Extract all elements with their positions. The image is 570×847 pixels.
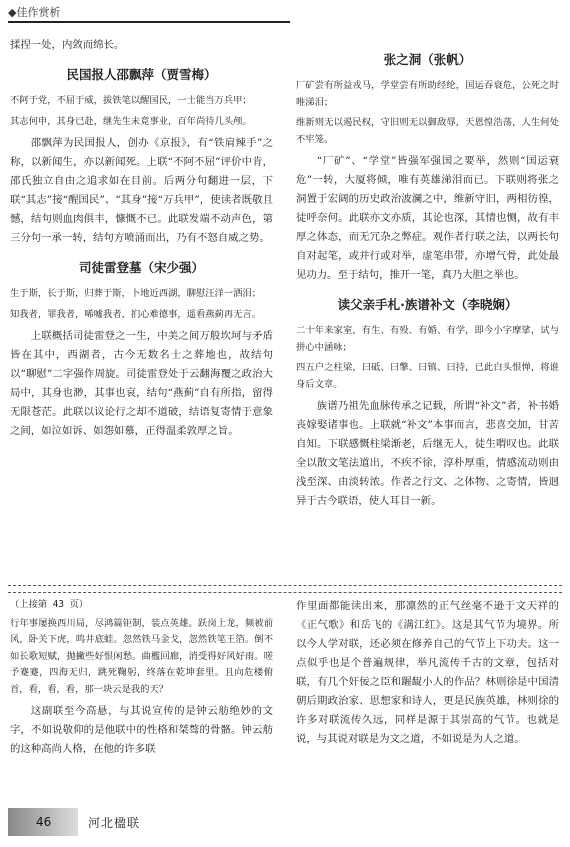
intro-line: 揉捏一处，内敛而绵长。: [10, 39, 125, 51]
left-column-bottom: [10, 597, 273, 759]
commentary-paragraph: 上联概括司徒雷登之一生，中美之间万般坎坷与矛盾皆在其中，西湖者，古今无数名士之葬地也，故结句以“聊慰”二字强作周旋。司徒雷登处于云翻海覆之政治大局中，其身也渺，其事也哀，结句“燕蓟”自有所指，留得无限苍茫。此联以议论行之却不道破，结语复寄情于意象之间，如泣如诉、如怨如慕，正得温柔敦厚之旨。: [10, 330, 273, 437]
left-column-top: [10, 36, 273, 441]
article-title: 司徒雷登墓（宋少强）: [78, 260, 204, 275]
couplet-line: 四五户之柱梁，曰砥、曰擎、曰镇、曰持，已此白头恨惮，将谁身后文章。: [296, 362, 559, 390]
continued-note: （上接第 43 页）: [10, 599, 89, 610]
right-column-bottom: [296, 597, 559, 749]
journal-name: 河北楹联: [88, 816, 141, 830]
article-title: 读父亲手札·族谱补文（李晓娴）: [337, 297, 518, 312]
article-title: 民国报人邵飘萍（贾雪梅）: [66, 67, 217, 82]
couplet-line: 生于斯，长于斯，归葬于斯，卜地近西湖，聊慰汪洋一洒泪；: [10, 288, 262, 299]
commentary-paragraph: 族谱乃祖先血脉传承之记载，所谓“补文”者，补书婚丧嫁娶诸事也。上联就“补文”本事而言，悲喜交加，甘苦自知。下联感慨柱梁渐老，后继无人，徒生喟叹也。此联全以散文笔法道出，不疾不徐，淳朴厚重，情感流动则由浅至深、由淡转浓。作者之行文、之体物、之寄情，皆迥异于古今联语，使人耳目一新。: [296, 400, 559, 507]
page-number: 46: [36, 815, 52, 829]
long-couplet: 行年事屡换西川局，尽鸿篇钜制，装点英雄。跃岗上龙，频被前风，卧关下虎，鸣井底蛙。忽然铁马金戈，忽然铁笔王箔。倒不如长歌短赋，抛撇些好恨闲愁。曲檻回廊，消受得好风好雨。嗟予蹇蹇，四海无归，跳死鞠躬，终落在乾坤套里。且向危楼俯首，看，看，看，那一块云是我的天？: [10, 617, 273, 695]
section-header: ◆佳作赏析: [8, 6, 61, 19]
page-footer: [0, 805, 570, 839]
commentary-paragraph: 邵飘萍为民国报人，创办《京报》，有“铁肩辣手”之称，以新闻生，亦以新闻死。上联“不阿不屈”评价中肯，邵氏独立自由之追求如在目前。后两分句翻进一层，下联“其志”接“醒国民”、“其身”接“万兵甲”，使读者既敬且憾，结句则血肉俱丰，慷慨不已。此联发端不动声色，第三分句一承一转，结句方喷涌而出，乃有不怒自威之势。: [10, 137, 273, 244]
commentary-paragraph: 这副联至今高悬，与其说宣传的是钟云舫绝妙的文字，不如说敬仰的是他联中的性格和桀骜的骨骼。钟云舫的这种高尚人格，在他的许多联: [10, 705, 273, 755]
commentary-paragraph: 作里面都能读出来，那凛然的正气丝毫不逊于文天祥的《正气歌》和岳飞的《满江红》。这是其气节为境界。所以今人学对联，还必须在修养自己的气节上下功夫。这一点似乎也是个普遍规律，举凡流传千古的文章，包括对联，有几个奸佞之臣和龌龊小人的作品？林则徐是中国清朝后期政治家、思想家和诗人，更是民族英雄，林则徐的许多对联流传久远，同样是源于其崇高的气节。也就是说，与其说对联是为文之道，不如说是为人之道。: [296, 600, 559, 745]
couplet-line: 其志何申，其身已赴，继先生未竟事业，百年尚待几头颅。: [10, 115, 252, 127]
header-rule: [8, 21, 290, 23]
couplet-line: 厂矿尝有所益戎马，学堂尝有所助经纶，国运吞衰危，公死之时唯涕泪；: [296, 80, 559, 108]
section-divider: [8, 585, 562, 593]
couplet-line: 维新则无以遏民权，守旧则无以御敌辱，天恩惶浩荡，人生何处不牢笼。: [296, 117, 559, 145]
right-column-top: [296, 40, 559, 511]
commentary-paragraph: “厂矿”、“学堂”皆强军强国之要举，然则“国运衰危”一转，大厦将倾，唯有英雄涕泪而已。下联则将张之洞置于宏阔的历史政治波澜之中，维新守旧，两相彷徨，徒呼奈何。此联亦文亦质，其论也深，其情也恻，故有丰厚之体态，而无冗杂之弊症。观作者行联之法，以两长句自对起笔，或并行或对举，虚笔串带，亦增气骨，此处最见功力。至于结句，推开一笔，真乃大胆之举也。: [296, 155, 559, 281]
article-title: 张之洞（张帆）: [383, 52, 472, 67]
couplet-line: 知我者，罪我者，唏嘘我者，扪心难德事，遥看燕蓟再无言。: [10, 308, 262, 320]
couplet-line: 二十年来家室，有生、有殁、有婚、有学，即今小字摩挲，试与拼心中涵咏；: [296, 325, 559, 353]
couplet-line: 不阿于党，不屈于威，拔铁笔以醒国民，一士能当万兵甲；: [10, 95, 252, 106]
